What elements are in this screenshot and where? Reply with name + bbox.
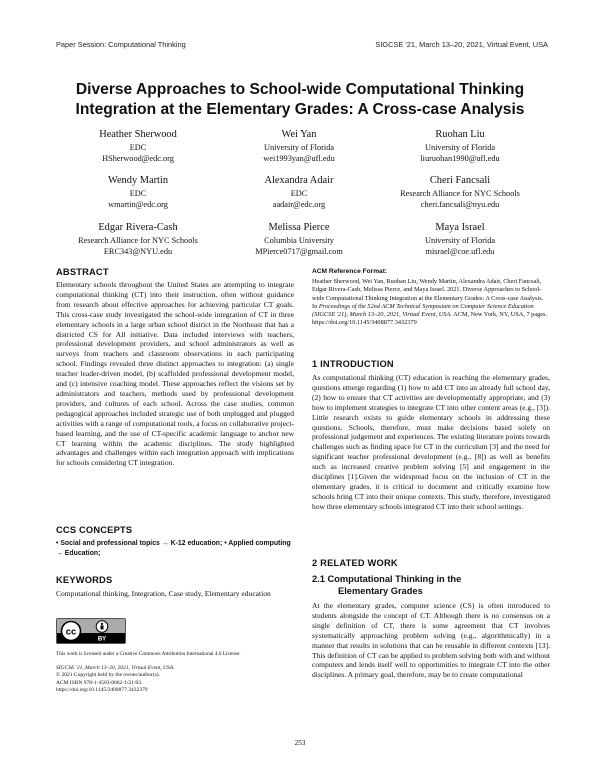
title-line-2: Integration at the Elementary Grades: A Cross-case Analysis [75, 101, 525, 118]
page-number: 253 [294, 739, 306, 747]
author-email: ERC343@NYU.edu [103, 247, 173, 256]
acm-reference-heading: ACM Reference Format: [312, 268, 388, 275]
paper-title [50, 80, 550, 120]
acm-reference-part-a: Heather Sherwood, Wei Yan, Ruohan Liu, Wendy Martin, Alexandra Adair, Cheri Fancsali, Edgar Rivera-Cash, Melissa Pierce, and Maya Israel. 2021. Diverse Approaches to School-wide Computational Thinking Integration at the Elementary Grades: A Cross-case Analysis. In [312, 277, 544, 310]
abstract-text: Elementary schools throughout the United States are attempting to integrate computational thinking (CT) into their instruction, often without guidance from research about effective approaches for achieving particular CT goals. This cross-case study investigated the school-wide integration of CT in three elementary schools in a large urban school district in the Northeast that has a districted CS for All initiative. Data included interviews with teachers, professional development providers, and school administrators as well as surveys from teachers and classroom observations in each participating school. Findings revealed three distinct approaches to integration: (a) single teacher leader-driven model, (b) scaffolded professional development model, and (c) intensive coaching model. These approaches reflect the visions set by administrators and teachers, methods used by professional development providers, and cultures of each school. Across the case studies, common pedagogical approaches included strategic use of both unplugged and plugged activities with a range of computational tools, a focus on collaborative project-based learning, and the use of CT-specific academic language to anchor new CT learning within the academic disciplines. The study highlighted advantages and challenges within each integration approach with implications for schools considering CT integration. [56, 280, 294, 468]
author-email: liuruohan1990@ufl.edu [420, 154, 500, 163]
author-name: Heather Sherwood [99, 129, 177, 140]
author-name: Ruohan Liu [435, 129, 485, 140]
author-email: cheri.fancsali@nyu.edu [420, 200, 500, 209]
author-affiliation: Research Alliance for NYC Schools [400, 189, 520, 198]
acm-reference-text [312, 278, 550, 328]
svg-text:cc: cc [65, 626, 77, 638]
author-affiliation: Research Alliance for NYC Schools [78, 236, 198, 245]
author-block [209, 128, 389, 164]
license-text: This work is licensed under a Creative Commons Attribution International 4.0 License. [56, 651, 241, 657]
ccs-text: • Social and professional topics → K-12 education; • Applied computing → Education; [56, 540, 291, 557]
author-name: Maya Israel [435, 222, 485, 233]
author-email: wei1993yan@ufl.edu [263, 154, 335, 163]
ccs-section [56, 524, 294, 559]
author-affiliation: University of Florida [424, 143, 496, 152]
author-name: Alexandra Adair [264, 175, 334, 186]
author-name: Cheri Fancsali [429, 175, 491, 186]
subsection-heading-line-2: Elementary Grades [338, 586, 423, 596]
author-name: Melissa Pierce [268, 222, 330, 233]
author-block [370, 128, 550, 164]
author-block [209, 174, 389, 210]
author-email: MPierce0717@gmail.com [255, 247, 343, 256]
creative-commons-badge [56, 618, 126, 644]
author-block [48, 221, 228, 257]
author-email: misrael@coe.ufl.edu [425, 247, 495, 256]
isbn-line: ACM ISBN 978-1-4503-8062-1/21/03. [56, 679, 143, 686]
acm-reference-proceedings: Proceedings of the 52nd ACM Technical Symposium on Computer Science Education (SIGCSE '21), March 13–20, 2021, Virtual Event, USA. [312, 302, 534, 319]
acm-reference-part-b: ACM, New York, NY, USA, 7 pages. https://doi.org/10.1145/3408877.3432379 [312, 311, 548, 327]
abstract-section [56, 266, 294, 468]
doi-line: https://doi.org/10.1145/3408877.3432379 [56, 687, 148, 694]
author-affiliation: EDC [290, 189, 308, 198]
keywords-heading: KEYWORDS [56, 575, 113, 585]
title-line-1: Diverse Approaches to School-wide Computational Thinking [75, 81, 525, 98]
related-work-section [312, 557, 550, 680]
subsection-heading [312, 573, 550, 597]
author-block [48, 128, 228, 164]
author-name: Wei Yan [281, 129, 317, 140]
creative-commons-icon [57, 619, 125, 643]
subsection-heading-line-1: 2.1 Computational Thinking in the [312, 574, 462, 584]
ccs-heading: CCS CONCEPTS [56, 525, 133, 535]
keywords-section [56, 574, 294, 599]
author-email: aadair@edc.org [272, 200, 326, 209]
acm-reference-section [312, 267, 550, 328]
author-affiliation: University of Florida [263, 143, 335, 152]
venue-line: SIGCSE '21, March 13–20, 2021, Virtual Event, USA. [56, 665, 175, 671]
author-block [370, 174, 550, 210]
introduction-section [312, 358, 550, 512]
author-name: Edgar Rivera-Cash [98, 222, 178, 233]
author-block [48, 174, 228, 210]
author-affiliation: Columbia University [264, 236, 334, 245]
author-email: wmartin@edc.org [108, 200, 168, 209]
author-affiliation: EDC [129, 143, 147, 152]
author-name: Wendy Martin [107, 175, 169, 186]
author-affiliation: EDC [129, 189, 147, 198]
cc-by-label: BY [97, 636, 107, 643]
author-block [209, 221, 389, 257]
related-work-heading: 2 RELATED WORK [312, 558, 398, 568]
author-block [370, 221, 550, 257]
running-header-left: Paper Session: Computational Thinking [56, 40, 186, 49]
author-affiliation: University of Florida [424, 236, 496, 245]
copyright-line: © 2021 Copyright held by the owner/author(s). [56, 672, 160, 679]
introduction-heading: 1 INTRODUCTION [312, 359, 394, 369]
publication-info [56, 665, 296, 695]
keywords-text: Computational thinking, Integration, Case study, Elementary education [56, 589, 271, 598]
author-email: HSherwood@edc.org [102, 154, 174, 163]
related-work-text: At the elementary grades, computer science (CS) is often introduced to students alongside the concept of CT. Although there is no consensus on a single definition of CT, there is some agreement that CT involves systematically approaching problem solving (e.g., algorithmically) in a manner that results in solutions that can be reusable in different contexts [13]. This definition of CT can be applied to problem solving both with and without computers and lends itself well to opportunities to integrate CT into the other disciplines. A primary goal, therefore, may be to create computational [312, 601, 550, 680]
running-header-right: SIGCSE '21, March 13–20, 2021, Virtual Event, USA [375, 40, 548, 49]
introduction-text: As computational thinking (CT) education is reaching the elementary grades, questions emerge regarding (1) how to add CT into an already full school day, (2) how to ensure that CT activities are developmentally appropriate, and (3) how to implement strategies to integrate CT into other content areas (e.g., [3]). Little research exists to guide elementary schools in addressing these questions. Schools, therefore, must make decisions based solely on professional judgement and experiences. The existing literature points towards challenges such as finding space for CT in the curriculum [3] and the need for significant teacher professional development (e.g., [8]) as well as benefits such as increased creative problem solving [5] and engagement in the disciplines [1].Given the widespread focus on the inclusion of CT in the elementary grades, it is critical to document and critically examine how schools bring CT into their unique contexts. This study, therefore, investigated how three elementary schools integrated CT into their school settings. [312, 373, 550, 511]
abstract-heading: ABSTRACT [56, 267, 109, 277]
